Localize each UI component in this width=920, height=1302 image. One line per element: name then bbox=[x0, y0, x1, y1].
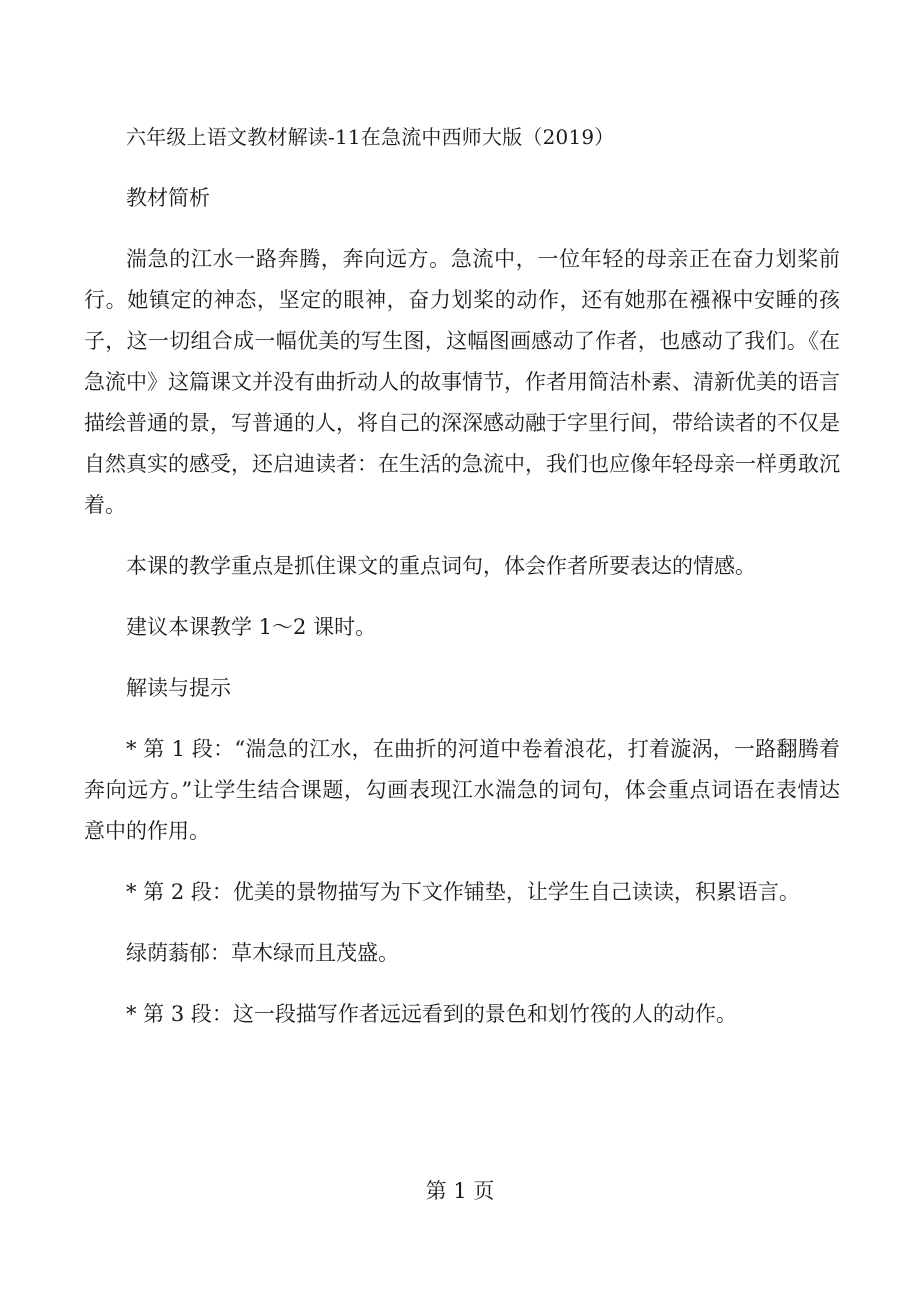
section-heading-analysis: 教材简析 bbox=[126, 186, 210, 210]
paragraph-intro: 湍急的江水一路奔腾，奔向远方。急流中，一位年轻的母亲正在奋力划桨前行。她镇定的神态，坚定的眼神，奋力划桨的动作，还有她那在襁褓中安睡的孩子，这一切组合成一幅优美的写生图，这幅图画感动了作者，也感动了我们。《在急流中》这篇课文并没有曲折动人的故事情节，作者用简洁朴素、清新优美的语言描绘普通的景，写普通的人，将自己的深深感动融于字里行间，带给读者的不仅是自然真实的感受，还启迪读者：在生活的急流中，我们也应像年轻母亲一样勇敢沉着。 bbox=[84, 247, 840, 517]
paragraph-section-1: * 第 1 段：“湍急的江水，在曲折的河道中卷着浪花，打着漩涡，一路翻腾着奔向远方。”让学生结合课题，勾画表现江水湍急的词句，体会重点词语在表情达意中的作用。 bbox=[84, 737, 840, 843]
paragraph-vocabulary: 绿荫蓊郁：草木绿而且茂盛。 bbox=[126, 941, 399, 965]
paragraph-section-2: * 第 2 段：优美的景物描写为下文作铺垫，让学生自己读读，积累语言。 bbox=[126, 880, 800, 904]
paragraph-class-hours: 建议本课教学 1～2 课时。 bbox=[126, 615, 377, 639]
section-heading-tips: 解读与提示 bbox=[126, 676, 231, 700]
document-body bbox=[84, 117, 840, 1035]
document-title: 六年级上语文教材解读-11在急流中西师大版（2019） bbox=[126, 125, 615, 149]
paragraph-section-3: * 第 3 段：这一段描写作者远远看到的景色和划竹筏的人的动作。 bbox=[126, 1002, 737, 1026]
page-number: 第 1 页 bbox=[425, 1179, 495, 1203]
paragraph-teaching-focus: 本课的教学重点是抓住课文的重点词句，体会作者所要表达的情感。 bbox=[126, 554, 756, 578]
